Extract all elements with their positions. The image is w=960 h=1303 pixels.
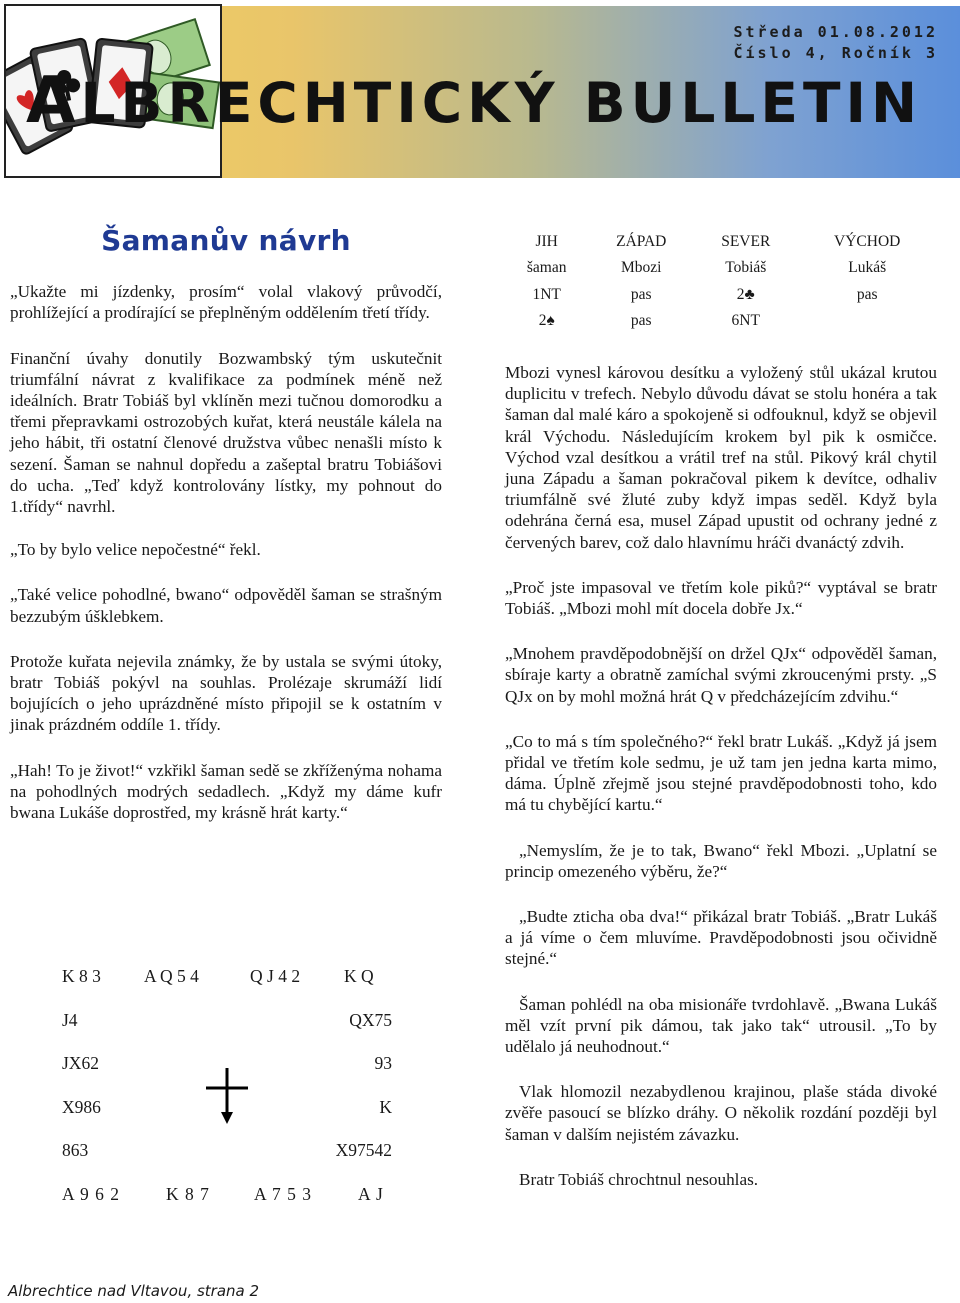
player-east: Lukáš [848,259,887,277]
east-spades: QX75 [349,1010,392,1030]
south-hand [62,1184,392,1208]
bid-cell: 6NT [731,312,760,330]
masthead-date-block [733,22,938,64]
south-spades: A 9 6 2 [62,1184,121,1204]
paragraph: Šaman pohlédl na oba misionáře tvrdohlavě. „Bwana Lukáš měl vzít první pik dámou, tak jako tak“ utrousil. „To by udělalo já neuhodnout.“ [505,994,937,1057]
bid-cell: 2♠ [538,312,555,330]
east-hearts: 93 [374,1053,392,1073]
card-deal-diagram [62,962,392,1212]
title-rest: LBRECHTICKÝ BULLETIN [80,71,922,135]
south-hearts: K 8 7 [166,1184,210,1204]
west-diamonds: X986 [62,1097,101,1117]
bidding-round-row [505,308,937,335]
paragraph: Protože kuřata nejevila známky, že by ustala se svými útoky, bratr Tobiáš pokývl na souhlas. Prolézaje skrumáží lidí bojujících o jeho uprázdněné místo připojil se k ostatním v jinak prázdném oddíle 1. třídy. [10,651,442,735]
deal-row [62,1010,392,1034]
west-clubs: 863 [62,1140,89,1160]
paragraph: „To by bylo velice nepočestné“ řekl. [10,540,261,560]
left-column [10,224,442,847]
bid-cell: pas [630,285,652,303]
paragraph: „Nemyslím, že je to tak, Bwano“ řekl Mbozi. „Uplatní se princip omezeného výběru, že?“ [505,840,937,881]
paragraph: „Proč jste impasoval ve třetím kole piků?“ vyptával se bratr Tobiáš. „Mbozi mohl mít docela dobře Jx.“ [505,577,937,619]
paragraph: „Ukažte mi jízdenky, prosím“ volal vlakový průvodčí, prohlížející a prodírající se přeplněným oddělením třetí třídy. [10,282,442,323]
north-hand [62,966,392,990]
bid-cell [797,308,937,335]
paragraph: „Co to má s tím společného?“ řekl bratr Lukáš. „Když já jsem přidal ve třetím kole sedmu, je už tam jen jedna karta mimo, dáma. Úplně zřejmě jsou stejné pravděpodobnosti toho, kdo má tu chybějící kartu.“ [505,731,937,815]
paragraph: Finanční úvahy donutily Bozwambský tým uskutečnit triumfální návrat z kvalifikace za podmínek méně než ideálních. Bratr Tobiáš byl vklíněn mezi tučnou domorodku a třemi přepravkami ostrozobých kuřat, která neustále kálela na jeho hábit, tři ostatní členové družstva vůbec nenašli místo k sezení. Šaman se nahnul dopředu a zašeptal bratru Tobiášovi do ucha. „Teď když kontrolovány lístky, my pohnout do 1.třídy“ navrhl. [10,348,442,517]
article-title: Šamanův návrh [101,224,351,257]
paragraph: „Hah! To je život!“ vzkřikl šaman sedě se zkříženýma nohama na pohodlných modrých sedadlech. „Když my dáme kufr bwana Lukáše doprostřed, my krásně hrát karty.“ [10,760,442,823]
player-south: šaman [526,259,567,277]
bid-cell: pas [630,312,652,330]
east-clubs: X97542 [335,1140,392,1160]
bid-cell: pas [856,285,878,303]
right-column [505,228,937,1214]
paragraph: „Také velice pohodlné, bwano“ odpověděl šaman se strašným bezzubým úšklebkem. [10,585,442,626]
bidding-round-row [505,281,937,308]
north-spades: K 8 3 [62,966,101,986]
seat-north: SEVER [721,232,771,250]
paragraph: Mbozi vynesl károvou desítku a vyložený stůl ukázal krutou duplicitu v trefech. Nebylo důvodu dávat se stolu honéra a tak šaman dal malé káro a spokojeně si odfouknul, když se objevil král Východu. Následujícím krokem byl pik k osmičce. Východ vzal desítkou a vrátil tref na stůl. Pikový král chytil juna Západu a šaman pokračoval pikem k devítce, odhaliv triumfálně své žluté zuby když impas seděl. Když byla odehrána černá esa, musel Západ upustit od ochrany jedné z červených barev, což dalo hlavnímu hráči dvanáctý zdvih. [505,363,937,552]
paragraph: Bratr Tobiáš chrochtnul nesouhlas. [519,1169,759,1189]
north-clubs: K Q [344,966,374,986]
seat-south: JIH [535,232,558,250]
issue-number: Číslo 4, Ročník 3 [733,44,938,62]
player-north: Tobiáš [725,259,767,277]
deal-row [62,1140,392,1164]
paragraph: „Budte zticha oba dva!“ přikázal bratr Tobiáš. „Bratr Lukáš a já víme o čem mluvíme. Pravděpodobnosti jsou očividně stejné.“ [505,907,937,969]
compass-cross-icon [202,1066,252,1126]
west-spades: J4 [62,1010,78,1030]
seat-west: ZÁPAD [616,232,667,250]
title-initial: A [25,64,81,138]
bidding-players-row [505,255,937,282]
south-clubs: A J [358,1184,384,1204]
bidding-seats-row [505,228,937,255]
bid-cell: 2♣ [736,285,755,303]
seat-east: VÝCHOD [834,232,901,250]
north-diamonds: Q J 4 2 [250,966,301,986]
north-hearts: A Q 5 4 [144,966,199,986]
bidding-table [505,228,937,334]
paragraph: „Mnohem pravděpodobnější on držel QJx“ odpověděl šaman, sbíraje karty a obratně zamíchal svými zkroucenými prsty. „S QJx on by mohl možná hrát Q v předcházejícím zdvihu.“ [505,644,937,706]
masthead-title [26,64,922,138]
issue-date: Středa 01.08.2012 [733,23,938,41]
bid-cell: 1NT [532,285,561,303]
west-hearts: JX62 [62,1053,99,1073]
player-west: Mbozi [621,259,662,277]
south-diamonds: A 7 5 3 [254,1184,313,1204]
east-diamonds: K [379,1097,392,1117]
page-footer: Albrechtice nad Vltavou, strana 2 [8,1282,260,1300]
paragraph: Vlak hlomozil nezabydlenou krajinou, plaše stáda divoké zvěře pasoucí se blízko dráhy. O několik rozdání později byl šaman v dalším nejistém závazku. [505,1082,937,1144]
